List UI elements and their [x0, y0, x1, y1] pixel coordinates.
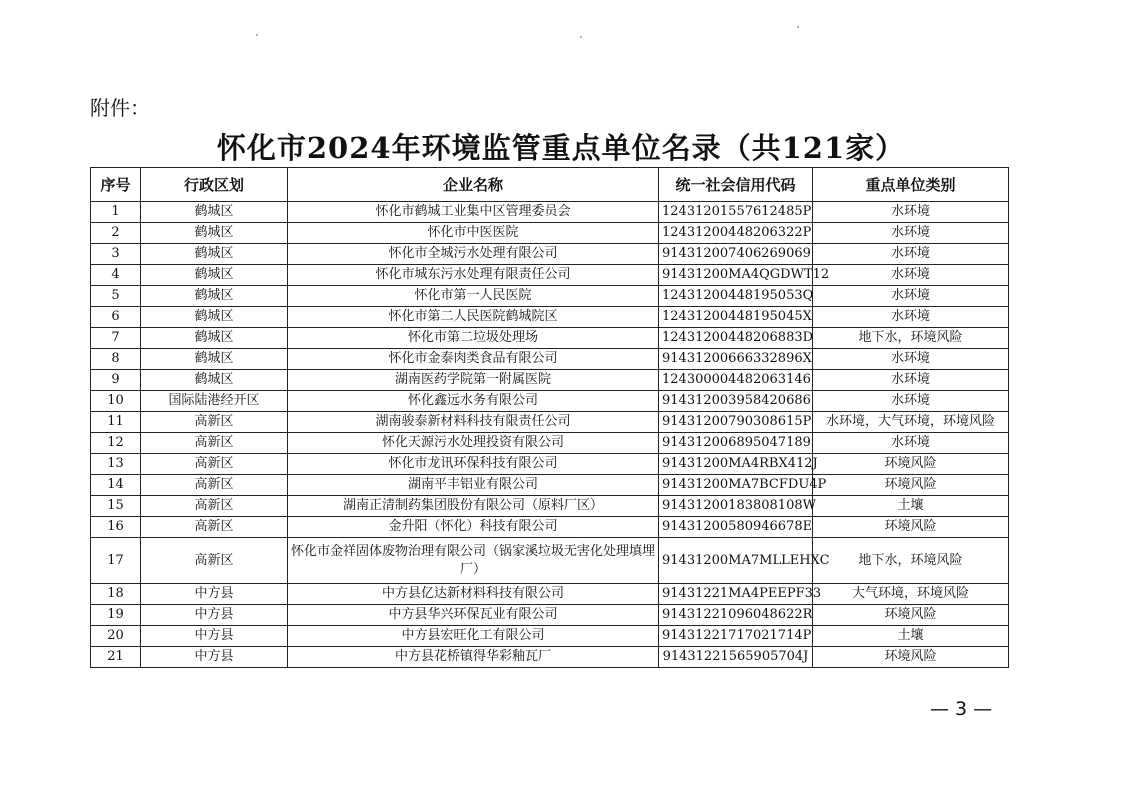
cell-credit-code: 12431200448206322P [659, 223, 813, 244]
cell-company: 怀化市金祥固体废物治理有限公司（锅家溪垃圾无害化处理填埋厂） [288, 538, 659, 584]
cell-index: 1 [91, 202, 141, 223]
table-row [91, 433, 1009, 454]
cell-index: 20 [91, 626, 141, 647]
cell-index: 18 [91, 584, 141, 605]
page-number: — 3 — [930, 698, 993, 720]
cell-category: 环境风险 [813, 454, 1009, 475]
cell-index: 14 [91, 475, 141, 496]
cell-company: 湖南骏泰新材料科技有限责任公司 [288, 412, 659, 433]
table-row [91, 412, 1009, 433]
cell-index: 10 [91, 391, 141, 412]
cell-credit-code: 91431200MA4RBX412J [659, 454, 813, 475]
cell-category: 水环境 [813, 202, 1009, 223]
table-row [91, 223, 1009, 244]
cell-company: 怀化鑫远水务有限公司 [288, 391, 659, 412]
cell-district: 高新区 [141, 412, 288, 433]
cell-company: 湖南医药学院第一附属医院 [288, 370, 659, 391]
cell-district: 鹤城区 [141, 349, 288, 370]
cell-company: 湖南正清制药集团股份有限公司（原料厂区） [288, 496, 659, 517]
cell-index: 16 [91, 517, 141, 538]
cell-category: 水环境 [813, 307, 1009, 328]
cell-category: 环境风险 [813, 517, 1009, 538]
cell-category: 环境风险 [813, 605, 1009, 626]
page-title: 怀化市2024年环境监管重点单位名录（共121家） [216, 131, 906, 165]
cell-credit-code: 914312003958420686 [659, 391, 813, 412]
table-row [91, 605, 1009, 626]
cell-company: 怀化市金泰肉类食品有限公司 [288, 349, 659, 370]
cell-district: 国际陆港经开区 [141, 391, 288, 412]
cell-credit-code: 91431200MA7BCFDU4P [659, 475, 813, 496]
cell-district: 高新区 [141, 433, 288, 454]
cell-category: 水环境 [813, 391, 1009, 412]
cell-district: 鹤城区 [141, 286, 288, 307]
cell-district: 中方县 [141, 584, 288, 605]
cell-company: 中方县花桥镇得华彩釉瓦厂 [288, 647, 659, 668]
cell-credit-code: 91431200183808108W [659, 496, 813, 517]
cell-credit-code: 91431200790308615P [659, 412, 813, 433]
table-row [91, 517, 1009, 538]
scan-speck [580, 36, 582, 38]
cell-company: 怀化市中医医院 [288, 223, 659, 244]
cell-index: 19 [91, 605, 141, 626]
attachment-label: 附件： [90, 96, 150, 120]
cell-index: 17 [91, 538, 141, 584]
cell-district: 中方县 [141, 605, 288, 626]
cell-credit-code: 12431200448195053Q [659, 286, 813, 307]
cell-district: 鹤城区 [141, 244, 288, 265]
cell-company: 怀化市第一人民医院 [288, 286, 659, 307]
cell-credit-code: 124300004482063146 [659, 370, 813, 391]
table-row [91, 496, 1009, 517]
cell-district: 高新区 [141, 475, 288, 496]
cell-district: 鹤城区 [141, 370, 288, 391]
table-row [91, 286, 1009, 307]
cell-company: 中方县宏旺化工有限公司 [288, 626, 659, 647]
table-row [91, 647, 1009, 668]
cell-index: 2 [91, 223, 141, 244]
cell-category: 环境风险 [813, 647, 1009, 668]
cell-category: 土壤 [813, 496, 1009, 517]
cell-district: 鹤城区 [141, 265, 288, 286]
cell-index: 6 [91, 307, 141, 328]
cell-index: 21 [91, 647, 141, 668]
cell-company: 中方县亿达新材料科技有限公司 [288, 584, 659, 605]
cell-category: 地下水，环境风险 [813, 538, 1009, 584]
cell-company: 怀化市鹤城工业集中区管理委员会 [288, 202, 659, 223]
table-row [91, 370, 1009, 391]
header-company: 企业名称 [288, 168, 659, 202]
cell-credit-code: 91431200MA4QGDWT12 [659, 265, 813, 286]
cell-category: 水环境 [813, 286, 1009, 307]
cell-index: 4 [91, 265, 141, 286]
cell-district: 鹤城区 [141, 307, 288, 328]
cell-company: 怀化市龙讯环保科技有限公司 [288, 454, 659, 475]
cell-company: 怀化市城东污水处理有限责任公司 [288, 265, 659, 286]
table-row [91, 328, 1009, 349]
cell-index: 15 [91, 496, 141, 517]
table-row [91, 538, 1009, 584]
cell-company: 怀化天源污水处理投资有限公司 [288, 433, 659, 454]
cell-index: 5 [91, 286, 141, 307]
header-index: 序号 [91, 168, 141, 202]
cell-credit-code: 12431200448206883D [659, 328, 813, 349]
header-district: 行政区划 [141, 168, 288, 202]
cell-category: 大气环境，环境风险 [813, 584, 1009, 605]
cell-district: 鹤城区 [141, 328, 288, 349]
cell-credit-code: 12431201557612485P [659, 202, 813, 223]
table-row [91, 584, 1009, 605]
cell-category: 水环境 [813, 244, 1009, 265]
cell-category: 环境风险 [813, 475, 1009, 496]
table-row [91, 391, 1009, 412]
cell-category: 土壤 [813, 626, 1009, 647]
cell-index: 9 [91, 370, 141, 391]
cell-credit-code: 12431200448195045X [659, 307, 813, 328]
cell-company: 金升阳（怀化）科技有限公司 [288, 517, 659, 538]
scan-speck [797, 26, 799, 28]
cell-district: 高新区 [141, 517, 288, 538]
cell-index: 12 [91, 433, 141, 454]
cell-company: 怀化市第二垃圾处理场 [288, 328, 659, 349]
table-header-row [91, 168, 1009, 202]
cell-credit-code: 91431200740626906​9 [659, 244, 813, 265]
cell-credit-code: 91431221MA4PEEPF33 [659, 584, 813, 605]
cell-credit-code: 91431221717021714P [659, 626, 813, 647]
cell-company: 湖南平丰铝业有限公司 [288, 475, 659, 496]
table-row [91, 244, 1009, 265]
cell-index: 8 [91, 349, 141, 370]
cell-category: 水环境 [813, 433, 1009, 454]
table-row [91, 265, 1009, 286]
cell-district: 高新区 [141, 496, 288, 517]
cell-index: 13 [91, 454, 141, 475]
cell-district: 鹤城区 [141, 223, 288, 244]
cell-company: 中方县华兴环保瓦业有限公司 [288, 605, 659, 626]
scan-speck [256, 34, 258, 36]
cell-district: 高新区 [141, 538, 288, 584]
cell-category: 地下水，环境风险 [813, 328, 1009, 349]
cell-credit-code: 91431221565905704J [659, 647, 813, 668]
cell-company: 怀化市第二人民医院鹤城院区 [288, 307, 659, 328]
cell-credit-code: 91431221096048622R [659, 605, 813, 626]
header-category: 重点单位类别 [813, 168, 1009, 202]
cell-index: 3 [91, 244, 141, 265]
table-row [91, 349, 1009, 370]
cell-category: 水环境 [813, 370, 1009, 391]
cell-credit-code: 914312006895047189 [659, 433, 813, 454]
table-row [91, 202, 1009, 223]
table-row [91, 626, 1009, 647]
cell-district: 中方县 [141, 647, 288, 668]
cell-category: 水环境 [813, 265, 1009, 286]
cell-credit-code: 91431200MA7MLLEHXC [659, 538, 813, 584]
cell-index: 11 [91, 412, 141, 433]
cell-credit-code: 91431200666332896X [659, 349, 813, 370]
cell-index: 7 [91, 328, 141, 349]
table-row [91, 307, 1009, 328]
enterprise-table [90, 167, 1009, 668]
cell-company: 怀化市全城污水处理有限公司 [288, 244, 659, 265]
cell-category: 水环境，大气环境，环境风险 [813, 412, 1009, 433]
cell-category: 水环境 [813, 223, 1009, 244]
cell-category: 水环境 [813, 349, 1009, 370]
header-credit-code: 统一社会信用代码 [659, 168, 813, 202]
cell-credit-code: 91431200580946678E [659, 517, 813, 538]
table-row [91, 454, 1009, 475]
cell-district: 中方县 [141, 626, 288, 647]
cell-district: 鹤城区 [141, 202, 288, 223]
cell-district: 高新区 [141, 454, 288, 475]
table-row [91, 475, 1009, 496]
